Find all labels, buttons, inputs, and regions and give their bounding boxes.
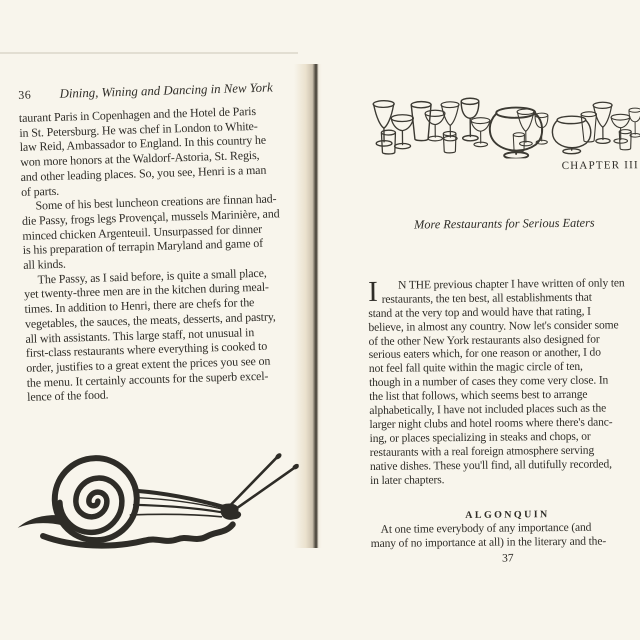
left-page-header bbox=[18, 79, 314, 104]
snail-illustration bbox=[14, 447, 301, 561]
left-paragraph-1: taurant Paris in Copenhagen and the Hotel de Paris in St. Petersburg. He was chef in London to White- law Reid, Ambassador to England. In this country he won more honors at the Waldorf-Astoria, St. Regis, and other leading places. So, you see, Henri is a man of parts. bbox=[18, 103, 267, 199]
left-page bbox=[18, 79, 323, 405]
intro-paragraph bbox=[368, 262, 640, 501]
chapter-title: More Restaurants for Serious Eaters bbox=[414, 215, 595, 232]
running-header: Dining, Wining and Dancing in New York bbox=[59, 80, 273, 101]
glasses-illustration bbox=[366, 89, 640, 160]
page-top-edge bbox=[0, 52, 298, 54]
chapter-heading: CHAPTER III bbox=[561, 159, 639, 172]
algonquin-paragraph: At one time everybody of any importance (and many of no importance at all) in the literary and the- bbox=[370, 521, 607, 551]
left-page-number: 36 bbox=[18, 87, 32, 102]
right-page-number: 37 bbox=[502, 552, 514, 565]
left-paragraph-3: The Passy, as I said before, is quite a small place, yet twenty-three men are in the kitchen during meal- times. In addition to Henri, there are chefs for the vegetables, the sauces, the meats, desserts, and pastry, all with assistants. This large staff, not unusual in first-class restaurants where everything is cooked to order, justifies to a great extent the prices you see on the menu. It certainly accounts for the superb excel- lence of the food. bbox=[23, 265, 276, 405]
right-page bbox=[366, 89, 640, 566]
drop-cap: I bbox=[367, 275, 378, 308]
intro-lines: N THE previous chapter I have written of only ten restaurants, the ten best, all establishments that stand at the very top and would have that rating, I believe, in almost any country. Now let's consider some of the other New York restaurants also designed for serious eaters which, for one reason or another, I do not feel fall quite within the magic circle of ten, though in a number of cases they come very close. In the list that follows, which seems best to arrange alphabetically, I have not included places such as the larger night clubs and hotel rooms where there's danc- ing, or places specializing in steaks and chops, or restaurants with a real foreign atmosphere serving native dishes. These you'll find, all dutifully recorded, in later chapters. bbox=[368, 276, 625, 487]
left-paragraph-2: Some of his best luncheon creations are finnan had- die Passy, frogs legs Provençal, mussels Marinière, and minced chicken Argenteuil. Unsurpassed for dinner is his preparation of terrapin Maryland and game of all kinds. bbox=[21, 191, 280, 272]
section-heading-algonquin: ALGONQUIN bbox=[465, 509, 550, 522]
